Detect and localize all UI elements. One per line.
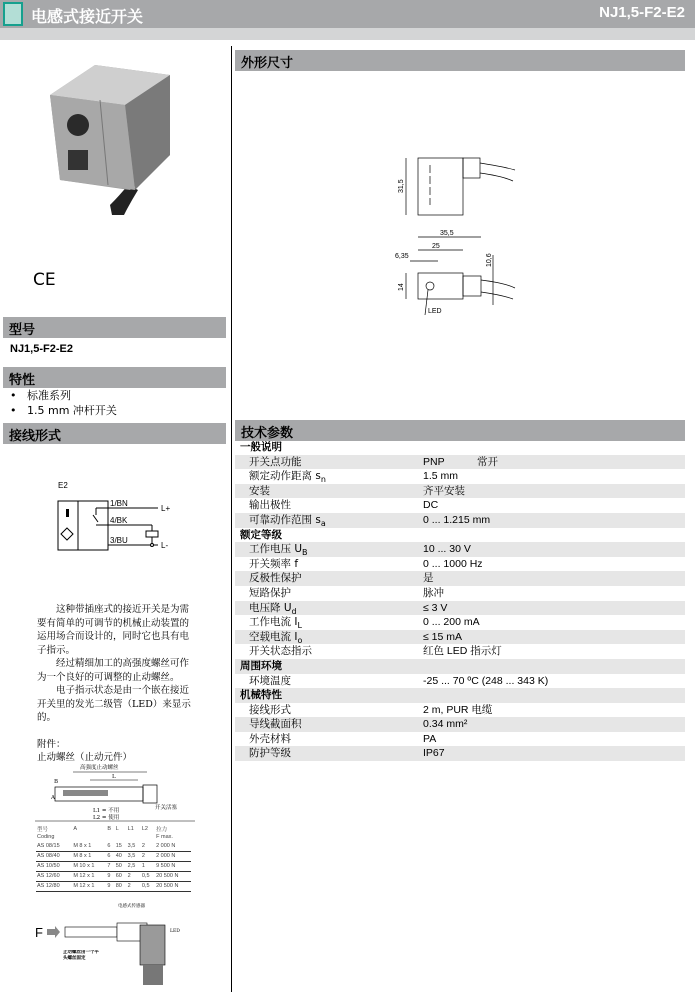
spec-label-subscript: o xyxy=(297,635,303,645)
pin-4-label: 4/BK xyxy=(110,516,128,525)
l-minus-label: L- xyxy=(161,541,169,550)
type-value: NJ1,5-F2-E2 xyxy=(10,343,73,355)
spec-row xyxy=(235,455,685,470)
dim-c: 10,6 xyxy=(486,253,493,267)
spec-value: 脉冲 xyxy=(423,586,444,599)
table-cell: 0,5 xyxy=(141,881,155,891)
table-cell: 9 xyxy=(106,881,114,891)
table-cell: 0,5 xyxy=(141,871,155,881)
feature-item: • 1.5 mm 冲杆开关 xyxy=(10,404,117,417)
table-cell: 9 xyxy=(106,871,114,881)
spec-label-text: 防护等级 xyxy=(249,747,291,760)
table-cell: 6 xyxy=(106,841,114,851)
spec-row xyxy=(235,703,685,718)
led-label: LED xyxy=(170,929,180,934)
spec-value: 是 xyxy=(423,572,434,585)
table-row xyxy=(36,861,191,871)
spec-label xyxy=(249,484,270,499)
spec-row xyxy=(235,630,685,645)
table-cell: 6 xyxy=(106,851,114,861)
features-heading: 特性 xyxy=(3,367,226,388)
spec-row xyxy=(235,557,685,572)
category-label: 机械特性 xyxy=(240,689,282,702)
ce-mark-logo: CE xyxy=(33,270,56,290)
table-subheader-row xyxy=(36,833,191,841)
spec-label-text: 空载电流 I xyxy=(249,630,298,643)
spec-value: IP67 xyxy=(423,747,445,760)
spec-row xyxy=(235,746,685,761)
spec-category xyxy=(235,688,685,703)
table-cell: M 12 x 1 xyxy=(72,881,106,891)
spec-row xyxy=(235,644,685,659)
col-header: L1 xyxy=(127,826,134,832)
col-header: L xyxy=(115,826,119,832)
spec-value: 2 m, PUR 电缆 xyxy=(423,703,493,716)
category-label: 周围环境 xyxy=(240,659,282,672)
category-label: 一般说明 xyxy=(240,441,282,453)
col-header: B xyxy=(107,826,112,832)
spec-label xyxy=(249,644,312,659)
description xyxy=(37,603,194,765)
l-plus-label: L+ xyxy=(161,504,171,513)
spec-label-text: 工作电流 I xyxy=(249,616,298,629)
column-divider xyxy=(231,46,232,992)
spec-value: 10 ... 30 V xyxy=(423,543,471,556)
table-cell: 2,5 xyxy=(127,861,141,871)
spec-label-text: 开关状态指示 xyxy=(249,645,312,658)
table-row xyxy=(36,881,191,891)
spec-label-text: 安装 xyxy=(249,484,270,497)
spec-label-text: 额定动作距离 s xyxy=(249,470,321,483)
table-row xyxy=(36,841,191,851)
stop-screw-drawing xyxy=(35,757,205,822)
table-header-row xyxy=(36,825,191,833)
feature-text: 标准系列 xyxy=(26,389,71,402)
screw-dim-l: L xyxy=(112,774,116,780)
table-cell: M 10 x 1 xyxy=(72,861,106,871)
screw-dim-b: B xyxy=(54,779,59,785)
spec-label-subscript: B xyxy=(302,548,308,558)
spec-row xyxy=(235,542,685,557)
feature-text: 1.5 mm 冲杆开关 xyxy=(26,404,117,417)
col-header: 拉力 xyxy=(156,827,168,833)
category-label: 额定等级 xyxy=(240,528,282,541)
description-paragraph: 这种带插座式的接近开关是为需要有简单的可调节的机械止动装置的运用场合而设计的，同时它也具有电子指示。 xyxy=(37,604,190,656)
col-subheader: Coding xyxy=(37,834,55,840)
accessory-table xyxy=(36,825,191,892)
table-cell: 2 xyxy=(127,871,141,881)
spec-label xyxy=(249,732,291,747)
spec-label xyxy=(249,571,302,586)
col-subheader: F max. xyxy=(156,834,173,840)
table-cell: 20 500 N xyxy=(155,871,191,881)
sensor-label: 电感式传感器 xyxy=(118,904,145,909)
dim-d: 14 xyxy=(398,283,405,291)
col-header: 型号 xyxy=(37,827,49,833)
mount-note: 止动螺丝由一个平头螺丝固定 xyxy=(63,950,99,961)
spec-category xyxy=(235,528,685,543)
pin-1-label: 1/BN xyxy=(110,499,128,508)
spec-row xyxy=(235,571,685,586)
table-cell: M 8 x 1 xyxy=(72,841,106,851)
spec-label xyxy=(249,746,291,761)
brand-square-icon xyxy=(3,2,23,26)
spec-table xyxy=(235,440,685,761)
spec-value: PNP xyxy=(423,455,445,468)
page-title: 电感式接近开关 xyxy=(31,7,144,26)
dim-height: 31,5 xyxy=(398,179,405,193)
feature-item: • 标准系列 xyxy=(10,389,71,402)
spec-row xyxy=(235,498,685,513)
force-label: F xyxy=(35,925,43,940)
table-cell: 15 xyxy=(115,841,127,851)
spec-label-text: 开关点功能 xyxy=(249,455,302,468)
spec-value: PA xyxy=(423,732,437,745)
l1-label: L1 = 不用 xyxy=(93,808,120,814)
col-header: L2 xyxy=(141,826,148,832)
table-cell: 2 xyxy=(141,841,155,851)
spec-label xyxy=(249,703,291,718)
spec-row xyxy=(235,513,685,528)
dim-a: 25 xyxy=(432,243,440,250)
table-cell: 2 000 N xyxy=(155,851,191,861)
spec-value: 0 ... 1000 Hz xyxy=(423,557,483,570)
description-paragraph: 电子指示状态是由一个嵌在接近开关里的发光二级管（LED）来显示的。 xyxy=(37,685,191,723)
spec-label-text: 接线形式 xyxy=(249,703,291,716)
table-cell: 7 xyxy=(106,861,114,871)
spec-row xyxy=(235,484,685,499)
table-row xyxy=(36,851,191,861)
spec-label-text: 开关频率 f xyxy=(249,557,299,570)
table-cell: 20 500 N xyxy=(155,881,191,891)
screw-label: 高强度止动螺丝 xyxy=(80,765,119,771)
header-band xyxy=(0,28,695,40)
spec-label xyxy=(249,557,298,572)
spec-row xyxy=(235,601,685,616)
spec-label-text: 反极性保护 xyxy=(249,572,302,585)
table-cell: 60 xyxy=(115,871,127,881)
spec-value: 0.34 mm² xyxy=(423,718,468,731)
led-label: LED xyxy=(428,308,442,315)
spec-label-subscript: n xyxy=(320,475,326,485)
table-cell: AS 12/80 xyxy=(36,881,72,891)
spec-category xyxy=(235,659,685,674)
spec-label xyxy=(249,586,291,601)
spec-category xyxy=(235,440,685,455)
spec-value-secondary: 常开 xyxy=(477,455,498,468)
spec-row xyxy=(235,732,685,747)
wiring-label: E2 xyxy=(58,481,68,490)
pin-3-label: 3/BU xyxy=(110,536,128,545)
spec-value: 0 ... 1.215 mm xyxy=(423,513,491,526)
spec-label-text: 外壳材料 xyxy=(249,732,291,745)
spec-label-text: 输出极性 xyxy=(249,499,291,512)
mounting-drawing xyxy=(35,895,195,990)
dimensions-heading: 外形尺寸 xyxy=(235,50,685,71)
spec-row xyxy=(235,469,685,484)
tech-heading: 技术参数 xyxy=(235,420,685,441)
table-cell: AS 12/60 xyxy=(36,871,72,881)
spec-label-subscript: d xyxy=(291,606,297,616)
spec-row xyxy=(235,717,685,732)
col-header: A xyxy=(73,826,77,832)
spec-label xyxy=(249,455,302,470)
table-cell: 1 xyxy=(141,861,155,871)
table-cell: 3,5 xyxy=(127,841,141,851)
table-cell: M 12 x 1 xyxy=(72,871,106,881)
spec-value: 1.5 mm xyxy=(423,470,459,483)
spec-value: 齐平安装 xyxy=(423,484,465,497)
accessory-item: 止动螺丝（止动元件） xyxy=(37,752,133,763)
product-photo xyxy=(40,55,200,215)
type-heading: 型号 xyxy=(3,317,226,338)
table-cell: 9 500 N xyxy=(155,861,191,871)
spec-label-text: 工作电压 U xyxy=(249,543,303,556)
table-cell: 40 xyxy=(115,851,127,861)
table-cell: 80 xyxy=(115,881,127,891)
switch-piston-label: 开关活塞 xyxy=(155,805,178,811)
spec-label-text: 环境温度 xyxy=(249,674,291,687)
spec-value: ≤ 3 V xyxy=(423,601,448,614)
spec-label-subscript: L xyxy=(297,621,302,631)
dim-b: 6,35 xyxy=(395,253,409,260)
model-number: NJ1,5-F2-E2 xyxy=(599,4,685,21)
table-cell: AS 08/15 xyxy=(36,841,72,851)
spec-value: 0 ... 200 mA xyxy=(423,616,480,629)
description-paragraph: 经过精细加工的高强度螺丝可作为一个良好的可调整的止动螺丝。 xyxy=(37,658,190,683)
table-cell: 2 000 N xyxy=(155,841,191,851)
header-bar xyxy=(0,0,695,28)
table-cell: M 8 x 1 xyxy=(72,851,106,861)
l2-label: L2 = 使用 xyxy=(93,815,120,821)
wiring-heading: 接线形式 xyxy=(3,423,226,444)
spec-value: DC xyxy=(423,499,439,512)
spec-label xyxy=(249,717,302,732)
spec-label-text: 导线截面积 xyxy=(249,718,302,731)
spec-row xyxy=(235,674,685,689)
wiring-diagram xyxy=(30,470,190,570)
screw-dim-a: A xyxy=(51,795,55,801)
accessory-heading: 附件： xyxy=(37,738,66,750)
spec-value: -25 ... 70 ºC (248 ... 343 K) xyxy=(423,674,549,687)
table-cell: AS 08/40 xyxy=(36,851,72,861)
spec-value: 红色 LED 指示灯 xyxy=(423,645,502,658)
dimension-drawing xyxy=(380,145,530,320)
spec-row xyxy=(235,586,685,601)
spec-label xyxy=(249,674,291,689)
spec-value: ≤ 15 mA xyxy=(423,630,463,643)
table-cell: 2 xyxy=(127,881,141,891)
table-cell: 50 xyxy=(115,861,127,871)
spec-row xyxy=(235,615,685,630)
table-cell: AS 10/50 xyxy=(36,861,72,871)
table-cell: 2 xyxy=(141,851,155,861)
dim-width: 35,5 xyxy=(440,230,454,237)
spec-label-text: 短路保护 xyxy=(249,586,291,599)
spec-label-text: 可靠动作范围 s xyxy=(249,513,321,526)
spec-label xyxy=(249,498,291,513)
spec-label-subscript: a xyxy=(320,519,326,529)
table-row xyxy=(36,871,191,881)
table-cell: 3,5 xyxy=(127,851,141,861)
spec-label-text: 电压降 U xyxy=(249,601,292,614)
